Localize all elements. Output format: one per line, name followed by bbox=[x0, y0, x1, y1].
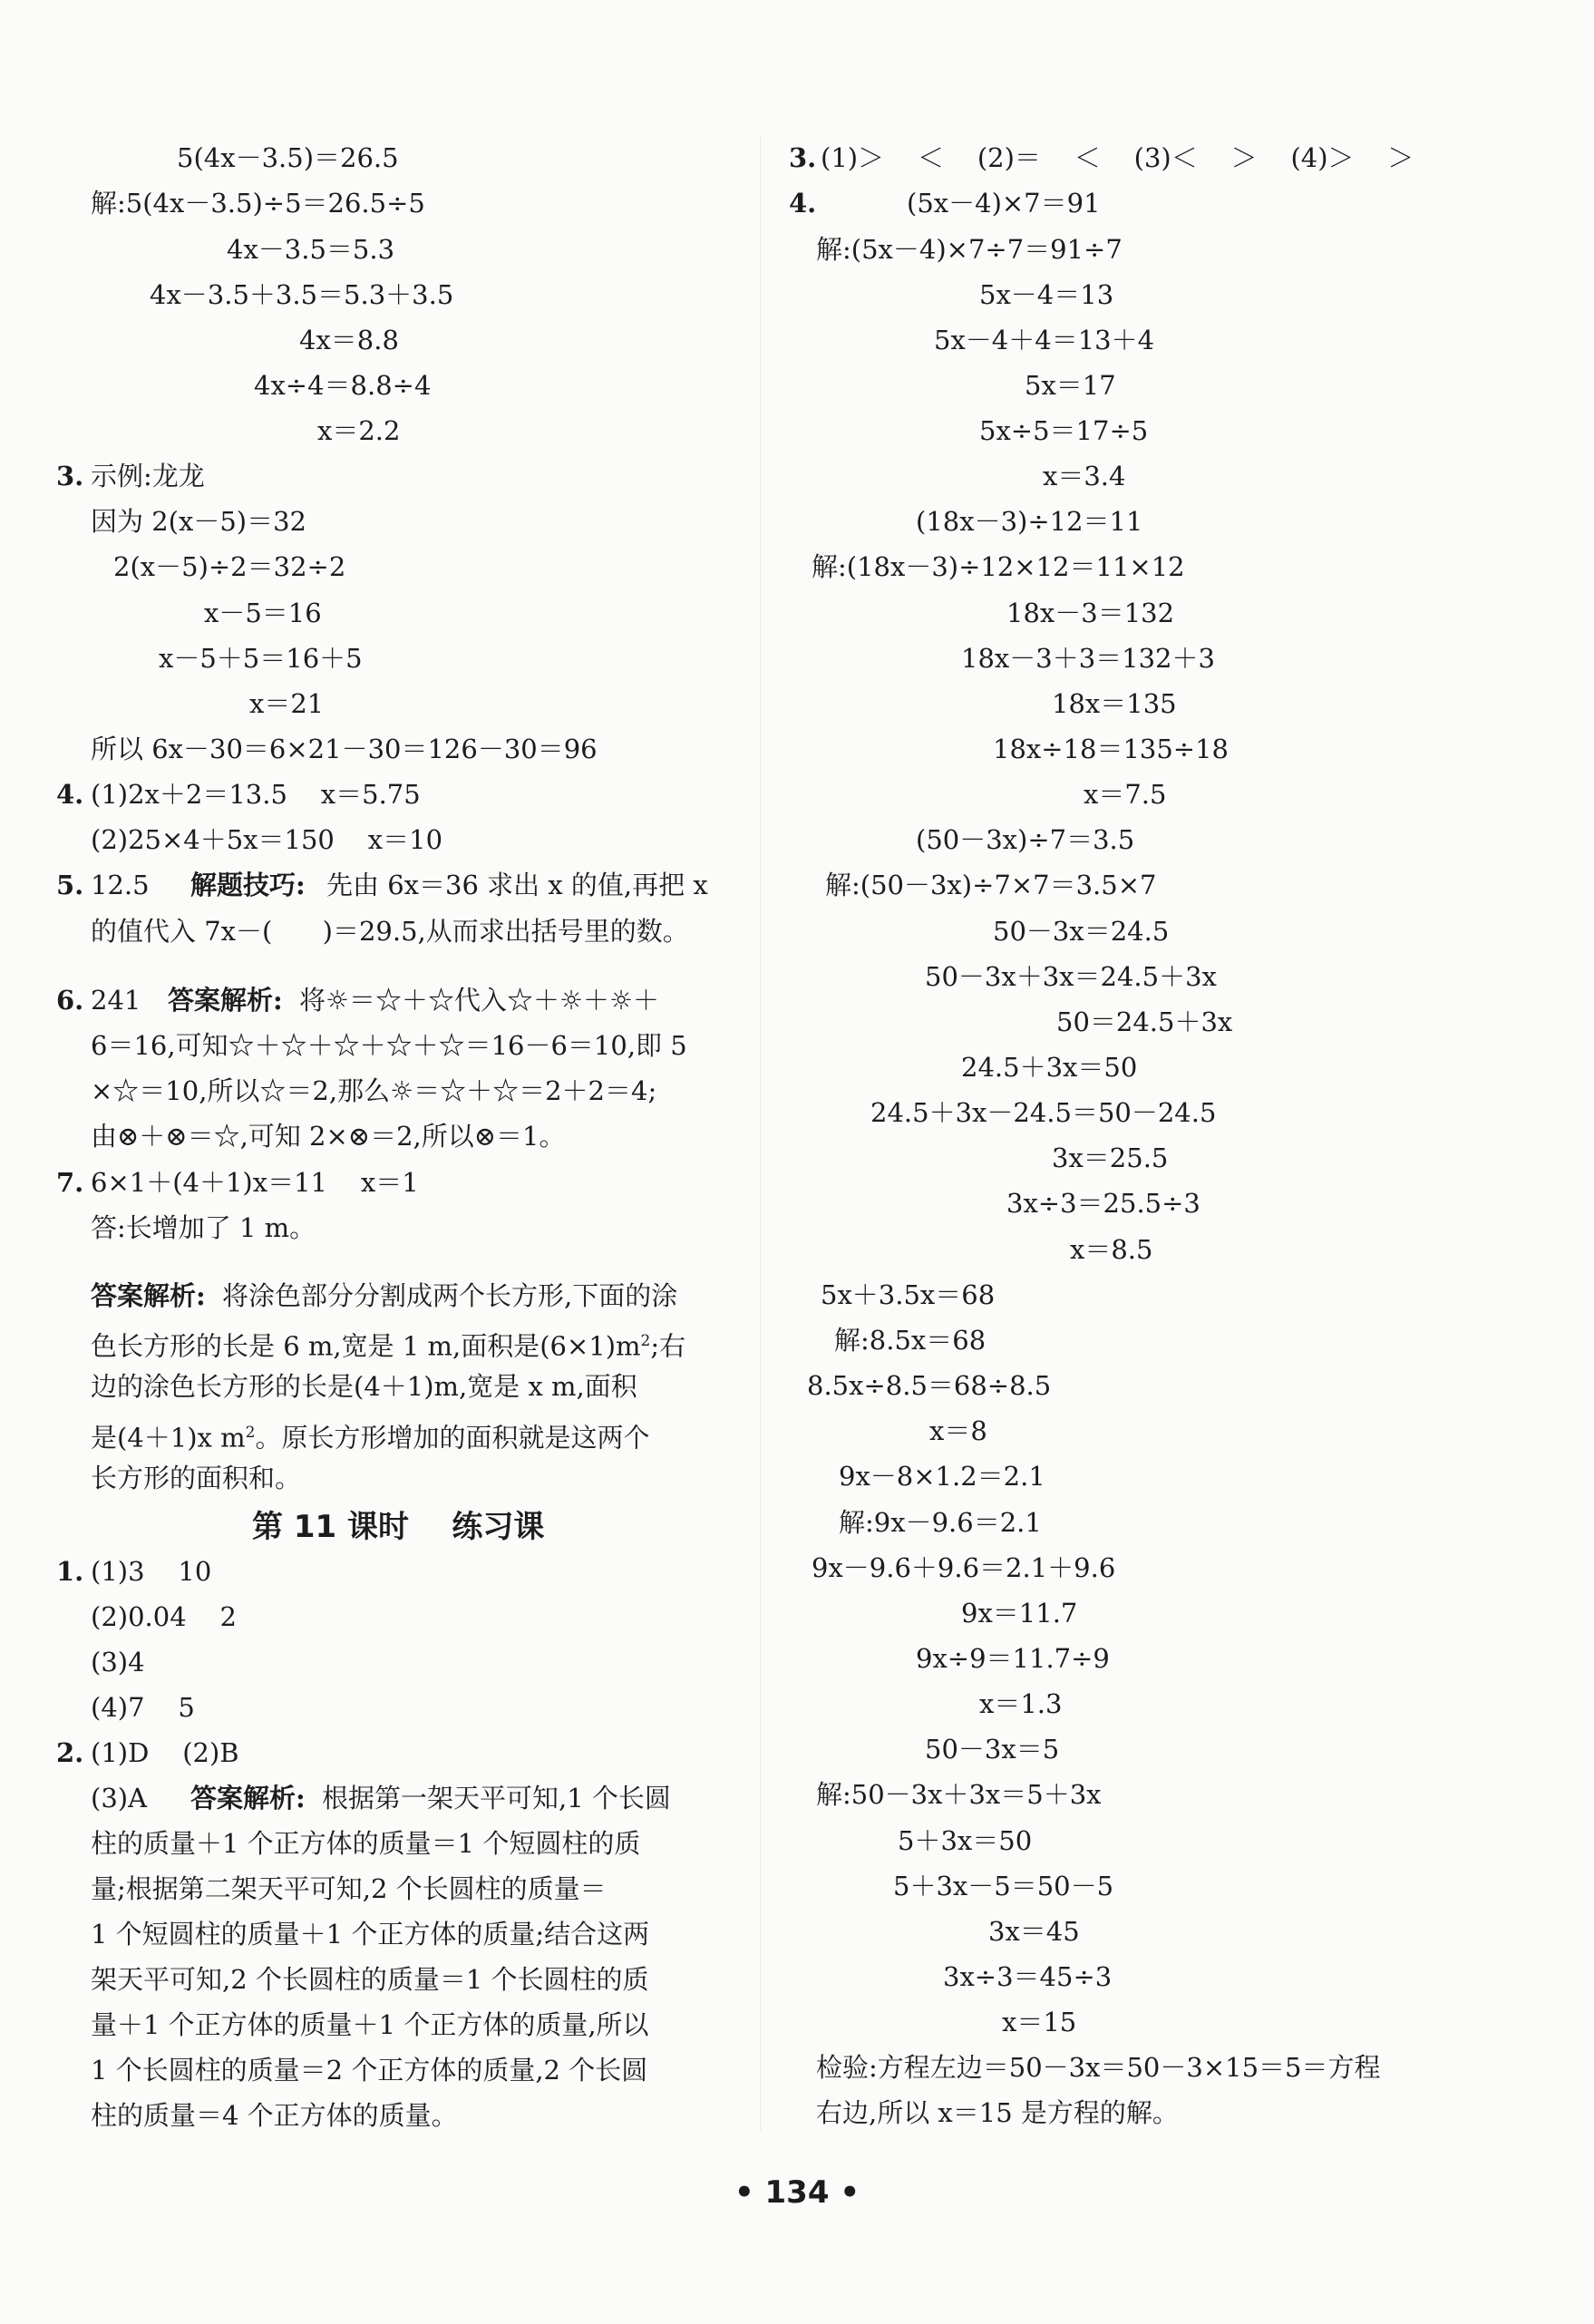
text-line: 50－3x＝5 bbox=[925, 1734, 1060, 1765]
text-line: x－5＋5＝16＋5 bbox=[159, 643, 363, 674]
text-line: 解:5(4x－3.5)÷5＝26.5÷5 bbox=[91, 188, 425, 219]
text-line: 是(4＋1)x $m^2$。原长方形增加的面积就是这两个 bbox=[91, 1422, 650, 1454]
question-number: 2. bbox=[56, 1737, 84, 1768]
text-line: 因为 2(x－5)＝32 bbox=[91, 506, 307, 537]
text-line: (1)3 10 bbox=[91, 1556, 212, 1587]
text-line: (2)0.04 2 bbox=[91, 1601, 237, 1632]
text-line: 检验:方程左边＝50－3x＝50－3×15＝5＝方程 bbox=[816, 2052, 1381, 2083]
text-line: 解:(5x－4)×7÷7＝91÷7 bbox=[816, 234, 1123, 265]
text-line: 色长方形的长是 6 m,宽是 1 m,面积是$(6\times 1)m^2$;右 bbox=[91, 1330, 686, 1362]
text-line: 长方形的面积和。 bbox=[91, 1463, 302, 1493]
analysis-label: 答案解析: bbox=[168, 985, 283, 1016]
lesson-title: 第 11 课时 练习课 bbox=[252, 1509, 545, 1545]
text-line: 9x÷9＝11.7÷9 bbox=[916, 1643, 1110, 1674]
text-line: (3)4 bbox=[91, 1647, 145, 1677]
text-line: 8.5x÷8.5＝68÷8.5 bbox=[807, 1370, 1052, 1401]
text-line: 1 个长圆柱的质量＝2 个正方体的质量,2 个长圆 bbox=[91, 2055, 648, 2086]
text-line: 4x÷4＝8.8÷4 bbox=[254, 370, 432, 401]
question-number: 4. bbox=[56, 779, 84, 810]
text-line: (1)D (2)B bbox=[91, 1737, 239, 1768]
text-line: 5(4x－3.5)＝26.5 bbox=[177, 142, 399, 173]
text-line: 5x＋3.5x＝68 bbox=[821, 1279, 996, 1310]
text-line: (18x－3)÷12＝11 bbox=[916, 506, 1143, 537]
text-line: 5x＝17 bbox=[1025, 370, 1116, 401]
text-line: 将☼＝☆＋☆代入☆＋☼＋☼＋ bbox=[299, 985, 659, 1016]
text-line: 先由 6x＝36 求出 x 的值,再把 x bbox=[326, 870, 708, 900]
text-line: 18x÷18＝135÷18 bbox=[993, 734, 1230, 764]
text-line: 4x－3.5＝5.3 bbox=[227, 234, 395, 265]
text-line: 解:(18x－3)÷12×12＝11×12 bbox=[812, 551, 1185, 582]
text-line: 解:50－3x＋3x＝5＋3x bbox=[816, 1779, 1102, 1810]
text-line: 量＋1 个正方体的质量＋1 个正方体的质量,所以 bbox=[91, 2009, 649, 2040]
text-line: 4x－3.5＋3.5＝5.3＋3.5 bbox=[150, 279, 454, 310]
text-line: 5x－4＋4＝13＋4 bbox=[934, 325, 1155, 355]
text-line: (2)25×4＋5x＝150 x＝10 bbox=[91, 824, 443, 855]
text-line: x＝8 bbox=[929, 1415, 987, 1446]
text-line: 6×1＋(4＋1)x＝11 x＝1 bbox=[91, 1167, 419, 1198]
analysis-label: 答案解析: bbox=[190, 1783, 306, 1813]
text-line: 18x－3＝132 bbox=[1006, 598, 1175, 628]
text-line: (5x－4)×7＝91 bbox=[907, 188, 1101, 219]
text-line: 右边,所以 x＝15 是方程的解。 bbox=[816, 2097, 1179, 2128]
text-line: 5x÷5＝17÷5 bbox=[979, 415, 1149, 446]
text-line: 3x÷3＝45÷3 bbox=[943, 1961, 1113, 1992]
text-line: (50－3x)÷7＝3.5 bbox=[916, 824, 1135, 855]
text-line: 2(x－5)÷2＝32÷2 bbox=[113, 551, 346, 582]
column-divider bbox=[760, 136, 761, 2131]
text-line: x＝3.4 bbox=[1043, 461, 1126, 491]
text-line: 解:9x－9.6＝2.1 bbox=[839, 1507, 1042, 1538]
text-line: 量;根据第二架天平可知,2 个长圆柱的质量＝ bbox=[91, 1873, 607, 1904]
text-line: 9x－9.6＋9.6＝2.1＋9.6 bbox=[812, 1552, 1116, 1583]
text-line: 6＝16,可知☆＋☆＋☆＋☆＋☆＝16－6＝10,即 5 bbox=[91, 1030, 687, 1061]
text-line: 所以 6x－30＝6×21－30＝126－30＝96 bbox=[91, 734, 598, 764]
text-line: 18x－3＋3＝132＋3 bbox=[961, 643, 1215, 674]
text-line: (3)A bbox=[91, 1783, 148, 1813]
question-number: 6. bbox=[56, 985, 84, 1016]
text-line: 将涂色部分分割成两个长方形,下面的涂 bbox=[222, 1280, 678, 1311]
text-line: 24.5＋3x＝50 bbox=[961, 1052, 1138, 1083]
text-line: 4x＝8.8 bbox=[299, 325, 399, 355]
text-line: 50－3x＝24.5 bbox=[993, 916, 1170, 947]
text-line: 9x＝11.7 bbox=[961, 1598, 1078, 1629]
text-line: 5＋3x－5＝50－5 bbox=[893, 1871, 1114, 1901]
text-line: 解:(50－3x)÷7×7＝3.5×7 bbox=[825, 870, 1157, 900]
text-line: ×☆＝10,所以☆＝2,那么☼＝☆＋☆＝2＋2＝4; bbox=[91, 1075, 657, 1106]
text-line: 5x－4＝13 bbox=[979, 279, 1114, 310]
question-number: 3. bbox=[56, 461, 84, 491]
question-number: 1. bbox=[56, 1556, 84, 1587]
text-line: 3x＝45 bbox=[988, 1916, 1080, 1947]
text-line: (1)＞ ＜ (2)＝ ＜ (3)＜ ＞ (4)＞ ＞ bbox=[821, 142, 1414, 173]
page-number: • 134 • bbox=[734, 2174, 860, 2211]
text-line: 241 bbox=[91, 985, 141, 1016]
tip-label: 解题技巧: bbox=[190, 870, 306, 900]
analysis-label: 答案解析: bbox=[91, 1280, 206, 1311]
text-line: 24.5＋3x－24.5＝50－24.5 bbox=[870, 1097, 1217, 1128]
text-line: 1 个短圆柱的质量＋1 个正方体的质量;结合这两 bbox=[91, 1919, 650, 1950]
text-line: 9x－8×1.2＝2.1 bbox=[839, 1461, 1045, 1492]
text-line: 边的涂色长方形的长是(4＋1)m,宽是 x m,面积 bbox=[91, 1371, 637, 1402]
text-line: 5＋3x＝50 bbox=[898, 1825, 1033, 1856]
question-number: 5. bbox=[56, 870, 84, 900]
text-line: 3x＝25.5 bbox=[1052, 1143, 1169, 1173]
text-line: 柱的质量＝4 个正方体的质量。 bbox=[91, 2100, 458, 2131]
text-line: 50－3x＋3x＝24.5＋3x bbox=[925, 961, 1217, 992]
question-number: 7. bbox=[56, 1167, 84, 1198]
text-line: 答:长增加了 1 m。 bbox=[91, 1212, 316, 1243]
text-line: 3x÷3＝25.5÷3 bbox=[1006, 1188, 1200, 1219]
text-line: x＝2.2 bbox=[317, 415, 401, 446]
text-line: 由⊗＋⊗＝☆,可知 2×⊗＝2,所以⊗＝1。 bbox=[91, 1121, 566, 1152]
text-line: (4)7 5 bbox=[91, 1692, 195, 1723]
text-line: (1)2x＋2＝13.5 x＝5.75 bbox=[91, 779, 421, 810]
text-line: x＝1.3 bbox=[979, 1688, 1063, 1719]
text-line: 解:8.5x＝68 bbox=[834, 1325, 987, 1356]
text-line: 根据第一架天平可知,1 个长圆 bbox=[322, 1783, 671, 1813]
text-line: x＝7.5 bbox=[1084, 779, 1167, 810]
question-number: 3. bbox=[789, 142, 817, 173]
text-line: 18x＝135 bbox=[1052, 688, 1177, 719]
text-line: 柱的质量＋1 个正方体的质量＝1 个短圆柱的质 bbox=[91, 1828, 641, 1859]
text-line: 示例:龙龙 bbox=[91, 461, 205, 491]
text-line: x－5＝16 bbox=[204, 598, 322, 628]
text-line: 的值代入 7x－( )＝29.5,从而求出括号里的数。 bbox=[91, 916, 689, 947]
text-line: x＝8.5 bbox=[1070, 1234, 1153, 1265]
text-line: x＝15 bbox=[1002, 2007, 1077, 2037]
text-line: 50＝24.5＋3x bbox=[1056, 1006, 1233, 1037]
text-line: 12.5 bbox=[91, 870, 150, 900]
text-line: x＝21 bbox=[249, 688, 325, 719]
text-line: 架天平可知,2 个长圆柱的质量＝1 个长圆柱的质 bbox=[91, 1964, 649, 1995]
question-number: 4. bbox=[789, 188, 817, 219]
